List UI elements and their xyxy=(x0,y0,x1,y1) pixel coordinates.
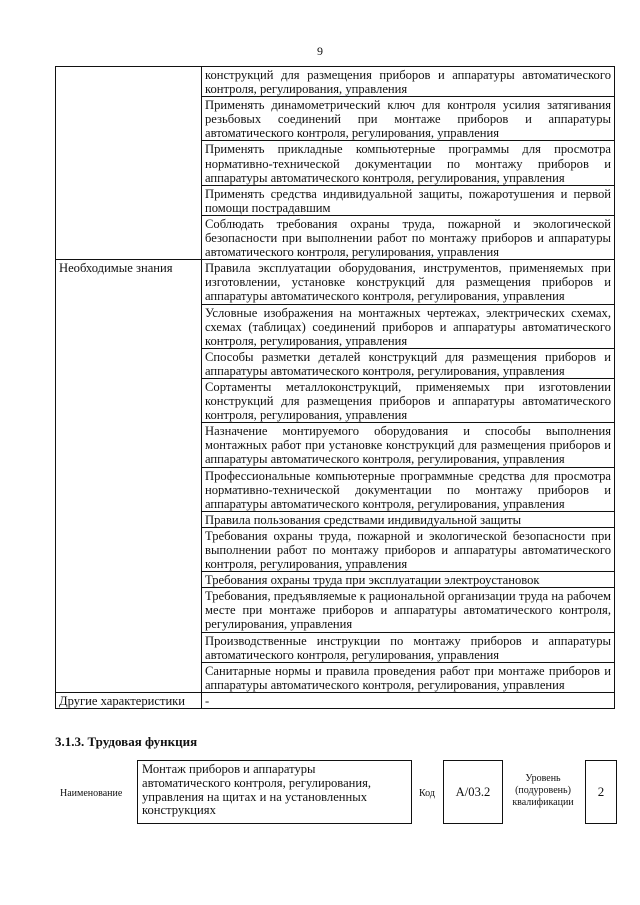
requirements-table-body xyxy=(56,67,615,709)
qualification-level-label: Уровень (подуровень) квалификации xyxy=(512,773,574,808)
requirement-cell: Способы разметки деталей конструкций для размещения приборов и аппаратуры автоматического контроля, регулирования, управления xyxy=(202,348,615,378)
requirement-cell: Производственные инструкции по монтажу приборов и аппаратуры автоматического контроля, регулирования, управления xyxy=(202,632,615,662)
requirement-cell: Применять прикладные компьютерные программы для просмотра нормативно-технической документации по монтажу приборов и аппаратуры автоматического контроля, регулирования, управления xyxy=(202,141,615,185)
requirement-cell: Правила эксплуатации оборудования, инструментов, применяемых при изготовлении, установке конструкций для размещения приборов и аппаратуры автоматического контроля, регулирования, управления xyxy=(202,260,615,304)
requirement-cell: Правила пользования средствами индивидуальной защиты xyxy=(202,511,615,527)
code-label: Код xyxy=(419,788,435,799)
page-number: 9 xyxy=(317,44,323,58)
function-code-box: А/03.2 xyxy=(443,760,503,824)
name-label: Наименование xyxy=(60,788,123,799)
row-label-cell xyxy=(56,67,202,260)
requirements-table xyxy=(55,66,615,709)
requirement-cell: - xyxy=(202,692,615,708)
row-label-cell: Другие характеристики xyxy=(56,692,202,708)
requirement-cell: Требования охраны труда при эксплуатации электроустановок xyxy=(202,572,615,588)
requirement-cell: Санитарные нормы и правила проведения работ при монтаже приборов и аппаратуры автоматического контроля, регулирования, управления xyxy=(202,662,615,692)
requirement-cell: Сортаменты металлоконструкций, применяемых при изготовлении конструкций для размещения приборов и аппаратуры автоматического контроля, регулирования, управления xyxy=(202,378,615,422)
requirement-cell: Требования охраны труда, пожарной и экологической безопасности при выполнении работ по монтажу приборов и аппаратуры автоматического контроля, регулирования, управления xyxy=(202,527,615,571)
requirement-cell: конструкций для размещения приборов и аппаратуры автоматического контроля, регулирования, управления xyxy=(202,67,615,97)
requirement-cell: Условные изображения на монтажных чертежах, электрических схемах, схемах (таблицах) соединений приборов и аппаратуры автоматического контроля, регулирования, управления xyxy=(202,304,615,348)
requirement-cell: Требования, предъявляемые к рациональной организации труда на рабочем месте при монтаже приборов и аппаратуры автоматического контроля, регулирования, управления xyxy=(202,588,615,632)
section-heading: 3.1.3. Трудовая функция xyxy=(55,734,198,749)
row-label-cell: Необходимые знания xyxy=(56,260,202,693)
table-row xyxy=(56,67,615,97)
requirement-cell: Соблюдать требования охраны труда, пожарной и экологической безопасности при выполнении работ по монтажу приборов и аппаратуры автоматического контроля, регулирования, управления xyxy=(202,215,615,259)
requirement-cell: Профессиональные компьютерные программные средства для просмотра нормативно-технической документации по монтажу приборов и аппаратуры автоматического контроля, регулирования, управления xyxy=(202,467,615,511)
qualification-level-box: 2 xyxy=(585,760,617,824)
requirement-cell: Применять средства индивидуальной защиты, пожаротушения и первой помощи пострадавшим xyxy=(202,185,615,215)
requirement-cell: Применять динамометрический ключ для контроля усилия затягивания резьбовых соединений при монтаже приборов и аппаратуры автоматического контроля, регулирования, управления xyxy=(202,97,615,141)
requirement-cell: Назначение монтируемого оборудования и способы выполнения монтажных работ при установке конструкций для размещения приборов и аппаратуры автоматического контроля, регулирования, управления xyxy=(202,423,615,467)
table-row xyxy=(56,692,615,708)
table-row xyxy=(56,260,615,304)
function-name-box: Монтаж приборов и аппаратуры автоматического контроля, регулирования, управления на щитах и на установленных конструкциях xyxy=(137,760,412,824)
